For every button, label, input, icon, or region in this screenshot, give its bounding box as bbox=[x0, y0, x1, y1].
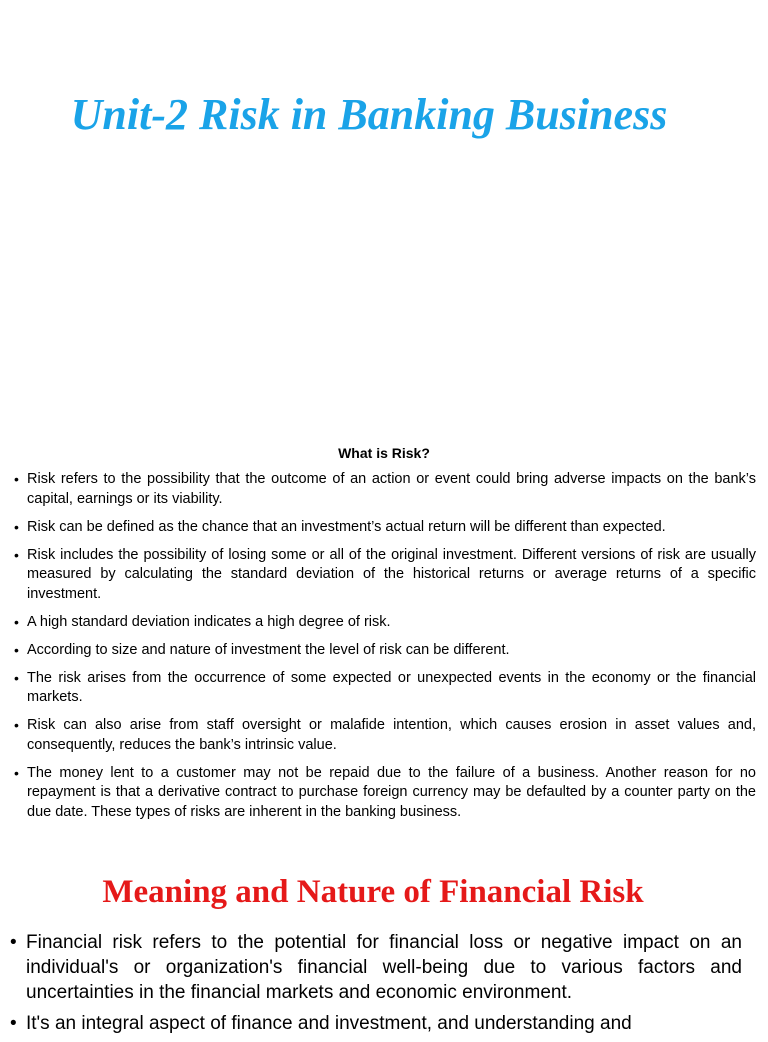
list-item bbox=[14, 764, 756, 823]
bullet-text: Risk refers to the possibility that the outcome of an action or event could bring adverse impacts on the bank’s capital, earnings or its viability. bbox=[27, 471, 756, 507]
bullet-icon: • bbox=[14, 546, 19, 563]
bullet-icon: • bbox=[14, 669, 19, 686]
bullet-icon: • bbox=[10, 932, 17, 953]
bullet-text: The money lent to a customer may not be repaid due to the failure of a business. Another reason for no repayment is that a derivative contract to purchase foreign currency may be defaulted by a counter party on the due date. These types of risks are inherent in the banking business. bbox=[27, 764, 756, 820]
list-item bbox=[10, 930, 742, 1005]
bullet-text: Risk can be defined as the chance that an investment’s actual return will be different than expected. bbox=[27, 518, 666, 535]
list-item bbox=[14, 716, 756, 755]
bullet-icon: • bbox=[10, 1013, 17, 1034]
bullet-text: Financial risk refers to the potential for financial loss or negative impact on an individual's or organization's financial well-being due to various factors and uncertainties in the financial markets and economic environment. bbox=[26, 932, 742, 1003]
bullet-icon: • bbox=[14, 471, 19, 487]
bullet-text: The risk arises from the occurrence of some expected or unexpected events in the economy or the financial markets. bbox=[27, 669, 756, 705]
slide-title: Unit-2 Risk in Banking Business bbox=[70, 90, 668, 139]
list-item bbox=[14, 641, 756, 661]
bullet-icon: • bbox=[14, 717, 19, 733]
bullet-icon: • bbox=[14, 764, 19, 781]
bullet-icon: • bbox=[14, 613, 19, 630]
bullet-text: According to size and nature of investment the level of risk can be different. bbox=[27, 641, 510, 658]
bullet-text: It's an integral aspect of finance and investment, and understanding and bbox=[26, 1013, 632, 1034]
list-item bbox=[14, 669, 756, 708]
section-heading-what-is-risk: What is Risk? bbox=[338, 445, 430, 461]
bullet-text: Risk can also arise from staff oversight or malafide intention, which causes erosion in asset values and, consequently, reduces the bank’s intrinsic value. bbox=[27, 717, 756, 753]
list-item bbox=[14, 546, 756, 605]
bullet-icon: • bbox=[14, 641, 19, 658]
bullet-text: Risk includes the possibility of losing some or all of the original investment. Different versions of risk are usually measured by calculating the standard deviation of the historical returns or average returns of a specific investment. bbox=[27, 546, 756, 602]
list-item bbox=[14, 613, 756, 633]
risk-bullet-list bbox=[14, 470, 756, 831]
list-item bbox=[14, 518, 756, 538]
bullet-text: A high standard deviation indicates a high degree of risk. bbox=[27, 613, 391, 630]
section-heading-meaning-nature: Meaning and Nature of Financial Risk bbox=[102, 874, 644, 910]
bullet-icon: • bbox=[14, 518, 19, 535]
list-item bbox=[14, 470, 756, 509]
financial-risk-bullet-list bbox=[10, 930, 742, 1042]
